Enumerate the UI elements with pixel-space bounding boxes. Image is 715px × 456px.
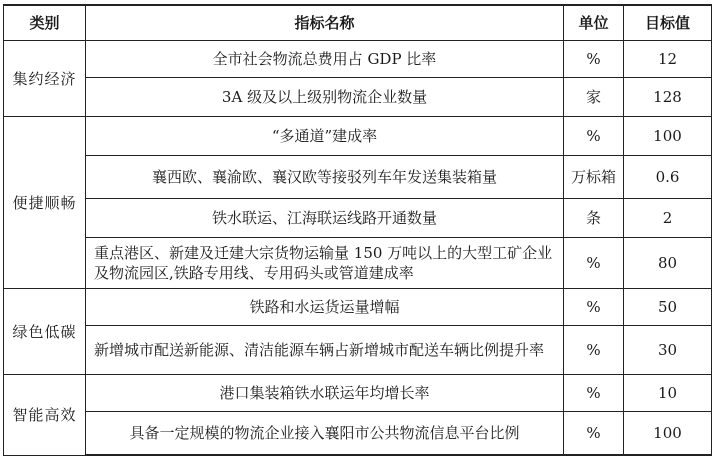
header-category: 类别 [4,5,86,41]
table-body [4,41,712,456]
table-row [4,375,712,412]
unit-cell: 条 [564,199,624,238]
indicator-table [3,4,712,456]
table-row [4,117,712,156]
unit-cell: % [564,41,624,78]
unit-cell: % [564,117,624,156]
indicator-name: 具备一定规模的物流企业接入襄阳市公共物流信息平台比例 [86,412,564,456]
header-unit: 单位 [564,5,624,41]
target-value: 10 [624,375,712,412]
unit-cell: % [564,412,624,456]
indicator-name: 港口集装箱铁水联运年均增长率 [86,375,564,412]
indicator-name: 全市社会物流总费用占 GDP 比率 [86,41,564,78]
table-row [4,412,712,456]
header-target: 目标值 [624,5,712,41]
category-cell-green-low-carbon: 绿色低碳 [4,289,86,375]
target-value: 30 [624,326,712,375]
target-value: 0.6 [624,156,712,199]
target-value: 100 [624,117,712,156]
indicator-name: 3A 级及以上级别物流企业数量 [86,78,564,117]
table-row [4,199,712,238]
unit-cell: 家 [564,78,624,117]
table-header [4,5,712,41]
unit-cell: 万标箱 [564,156,624,199]
table-row [4,41,712,78]
indicator-name: 重点港区、新建及迁建大宗货物运输量 150 万吨以上的大型工矿企业及物流园区,铁路专用线、专用码头或管道建成率 [86,238,564,289]
unit-cell: % [564,326,624,375]
indicator-name: “多通道”建成率 [86,117,564,156]
target-value: 2 [624,199,712,238]
indicator-name: 新增城市配送新能源、清洁能源车辆占新增城市配送车辆比例提升率 [86,326,564,375]
unit-cell: % [564,375,624,412]
target-value: 128 [624,78,712,117]
category-cell-smart-efficient: 智能高效 [4,375,86,456]
header-row [4,5,712,41]
target-value: 100 [624,412,712,456]
target-value: 50 [624,289,712,326]
target-value: 80 [624,238,712,289]
unit-cell: % [564,238,624,289]
category-cell-intensive-economy: 集约经济 [4,41,86,117]
unit-cell: % [564,289,624,326]
indicator-name: 铁水联运、江海联运线路开通数量 [86,199,564,238]
table-row [4,289,712,326]
target-value: 12 [624,41,712,78]
indicator-name: 襄西欧、襄渝欧、襄汉欧等接驳列车年发送集装箱量 [86,156,564,199]
category-cell-convenient-smooth: 便捷顺畅 [4,117,86,289]
table-row [4,78,712,117]
header-indicator: 指标名称 [86,5,564,41]
indicator-name: 铁路和水运货运量增幅 [86,289,564,326]
table-row [4,326,712,375]
table-row [4,238,712,289]
table-row [4,156,712,199]
